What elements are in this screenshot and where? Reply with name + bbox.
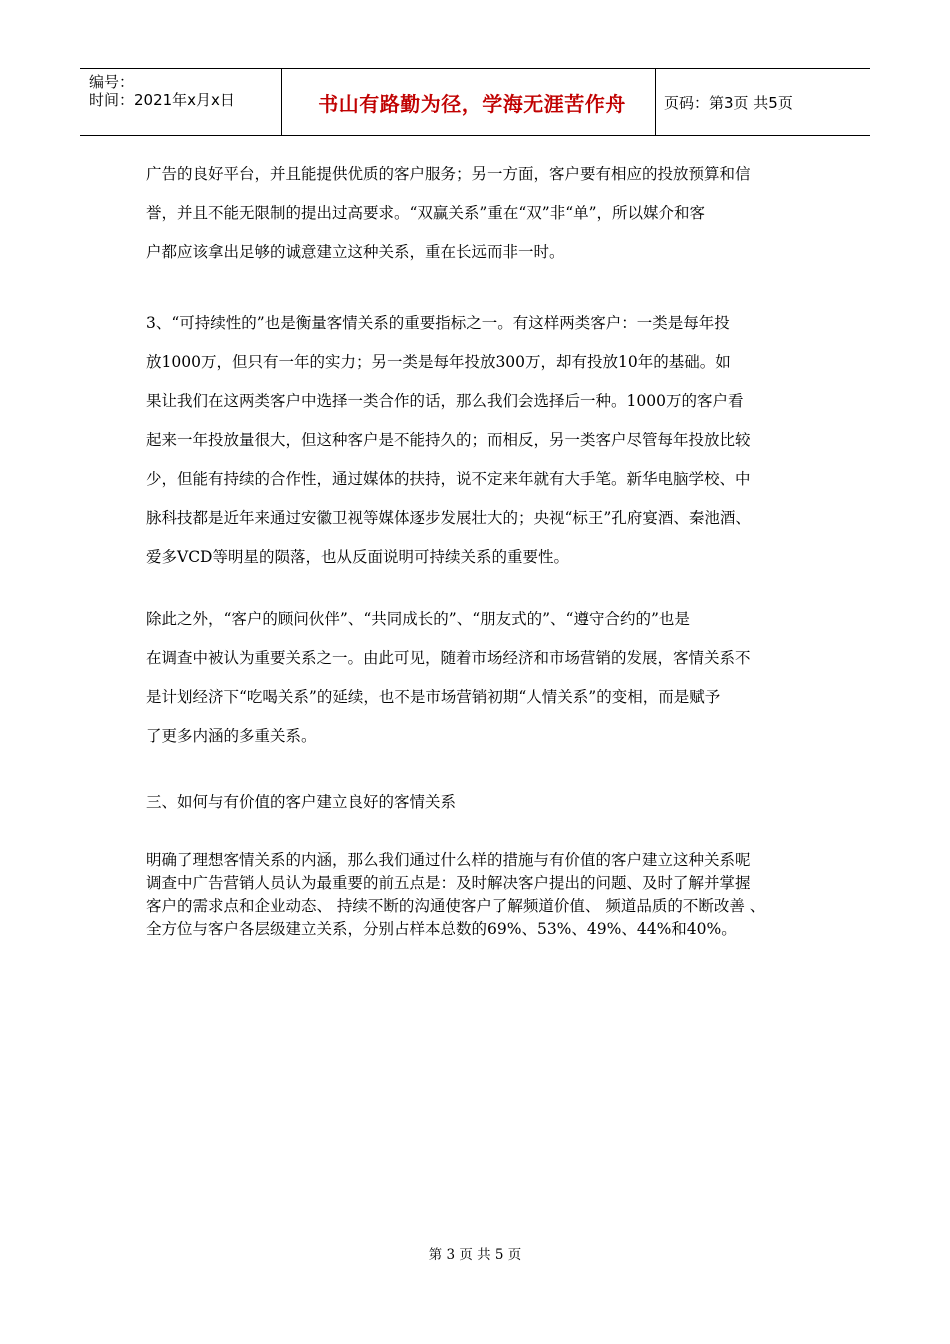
paragraph-line: 除此之外，“客户的顾问伙伴”、“共同成长的”、“朋友式的”、“遵守合约的”也是 <box>146 610 690 628</box>
paragraph-line: 在调查中被认为重要关系之一。由此可见，随着市场经济和市场营销的发展，客情关系不 <box>146 649 751 667</box>
paragraph-3 <box>146 600 816 756</box>
paragraph-line: 了更多内涵的多重关系。 <box>146 727 317 745</box>
paragraph-line: 明确了理想客情关系的内涵，那么我们通过什么样的措施与有价值的客户建立这种关系呢 <box>146 851 751 869</box>
paragraph-line: 是计划经济下“吃喝关系”的延续，也不是市场营销初期“人情关系”的变相，而是赋予 <box>146 688 721 706</box>
header-motto: 书山有路勤为径，学海无涯苦作舟 <box>318 91 626 116</box>
header-page-number: 页码：第3页 共5页 <box>664 93 793 112</box>
paragraph-line: 起来一年投放量很大，但这种客户是不能持久的；而相反，另一类客户尽管每年投放比较 <box>146 431 751 449</box>
paragraph-4 <box>146 849 816 941</box>
paragraph-line: 放1000万，但只有一年的实力；另一类是每年投放300万，却有投放10年的基础。如 <box>146 353 731 371</box>
paragraph-line: 少，但能有持续的合作性，通过媒体的扶持，说不定来年就有大手笔。新华电脑学校、中 <box>146 470 751 488</box>
paragraph-1 <box>146 155 816 272</box>
paragraph-2 <box>146 304 816 577</box>
paragraph-line: 果让我们在这两类客户中选择一类合作的话，那么我们会选择后一种。1000万的客户看 <box>146 392 744 410</box>
paragraph-line: 脉科技都是近年来通过安徽卫视等媒体逐步发展壮大的；央视“标王”孔府宴酒、秦池酒、 <box>146 509 751 527</box>
document-number-label: 编号： <box>89 73 135 91</box>
paragraph-line: 全方位与客户各层级建立关系，分别占样本总数的69%、53%、49%、44%和40%。 <box>146 920 737 938</box>
paragraph-line: 广告的良好平台，并且能提供优质的客户服务；另一方面，客户要有相应的投放预算和信 <box>146 165 751 183</box>
paragraph-line: 3、“可持续性的”也是衡量客情关系的重要指标之一。有这样两类客户：一类是每年投 <box>146 314 730 332</box>
header-divider-right <box>655 69 656 135</box>
paragraph-line: 爱多VCD等明星的陨落，也从反面说明可持续关系的重要性。 <box>146 548 569 566</box>
paragraph-line: 客户的需求点和企业动态、 持续不断的沟通使客户了解频道价值、 频道品质的不断改善 、 <box>146 897 766 915</box>
page-header <box>80 68 870 136</box>
page-footer: 第 3 页 共 5 页 <box>428 1247 522 1263</box>
paragraph-line: 户都应该拿出足够的诚意建立这种关系，重在长远而非一时。 <box>146 243 565 261</box>
paragraph-line: 誉，并且不能无限制的提出过高要求。“双赢关系”重在“双”非“单”，所以媒介和客 <box>146 204 706 222</box>
document-time-label: 时间：2021年x月x日 <box>89 91 235 109</box>
paragraph-line: 调查中广告营销人员认为最重要的前五点是：及时解决客户提出的问题、及时了解并掌握 <box>146 874 751 892</box>
section-heading: 三、如何与有价值的客户建立良好的客情关系 <box>146 793 457 811</box>
